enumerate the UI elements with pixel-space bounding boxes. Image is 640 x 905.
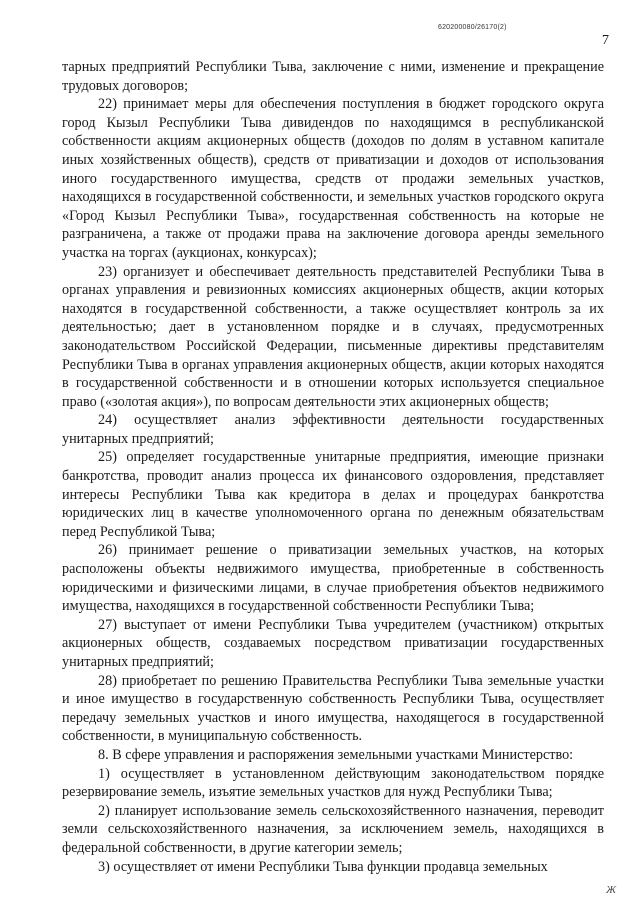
paragraph-item-26: 26) принимает решение о приватизации земельных участков, на которых расположены объекты недвижимого имущества, приобретенные в собственность юридическими и физическими лицами, в случае приобретения объектов недвижимого имущества, находящихся в государственной собственности Республики Тыва; <box>62 542 604 615</box>
paragraph-subitem-3: 3) осуществляет от имени Республики Тыва функции продавца земельных <box>98 858 548 875</box>
paragraph-item-24: 24) осуществляет анализ эффективности деятельности государственных унитарных предприятий; <box>62 412 604 447</box>
document-body <box>62 58 604 876</box>
document-number: 620200080/26170(2) <box>438 24 507 31</box>
page-number: 7 <box>602 33 609 48</box>
paragraph-item-28: 28) приобретает по решению Правительства Республики Тыва земельные участки и иное имущество в государственную собственность Республики Тыва, осуществляет передачу земельных участков и иного имущества, находящегося в государственной собственности, в муниципальную собственность. <box>62 672 604 745</box>
paragraph-item-25: 25) определяет государственные унитарные предприятия, имеющие признаки банкротства, проводит анализ процесса их финансового оздоровления, представляет интересы Республики Тыва как кредитора в делах и процедурах банкротства юридических лиц в качестве уполномоченного органа по денежным обязательствам перед Республикой Тыва; <box>62 449 604 540</box>
paragraph-continuation: тарных предприятий Республики Тыва, заключение с ними, изменение и прекращение трудовых договоров; <box>62 59 604 94</box>
paragraph-item-23: 23) организует и обеспечивает деятельность представителей Республики Тыва в органах управления и ревизионных комиссиях акционерных обществ, акции которых находятся в государственной собственности, а также осуществляет контроль за их деятельностью; дает в установленном порядке и в случаях, предусмотренных законодательством Российской Федерации, письменные директивы представителям Республики Тыва в органах управления акционерных обществ, акции которых находятся в государственной собственности и в отношении которых используется специальное право («золотая акция»), по вопросам деятельности этих акционерных обществ; <box>62 263 604 410</box>
paragraph-subitem-2: 2) планирует использование земель сельскохозяйственного назначения, переводит земли сельскохозяйственного назначения, за исключением земель, находящихся в федеральной собственности, в другие категории земель; <box>62 802 604 856</box>
handwritten-initials: Ж <box>606 884 617 896</box>
paragraph-item-22: 22) принимает меры для обеспечения поступления в бюджет городского округа город Кызыл Республики Тыва дивидендов по находящимся в республиканской собственности акциям акционерных обществ (доходов по долям в уставном капитале иных хозяйственных обществ), средств от приватизации и доходов от использования иного государственного имущества, средств от продажи земельных участков, находящихся в государственной собственности, и земельных участков городского округа «Город Кызыл Республики Тыва», государственная собственность на которые не разграничена, а также от продажи права на заключение договора аренды земельного участка на торгах (аукционах, конкурсах); <box>62 96 604 261</box>
paragraph-subitem-1: 1) осуществляет в установленном действующим законодательством порядке резервирование земель, изъятие земельных участков для нужд Республики Тыва; <box>62 765 604 801</box>
section-8-heading: 8. В сфере управления и распоряжения земельными участками Министерство: <box>98 746 574 763</box>
paragraph-item-27: 27) выступает от имени Республики Тыва учредителем (участником) открытых акционерных обществ, создаваемых посредством приватизации государственных унитарных предприятий; <box>62 616 604 670</box>
